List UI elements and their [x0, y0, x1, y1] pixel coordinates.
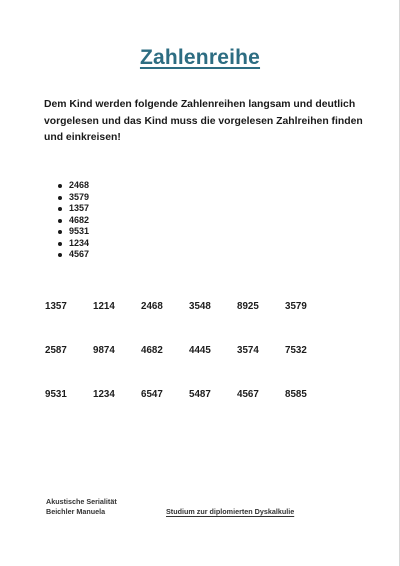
list-item: 4567	[58, 249, 89, 261]
list-item: 3579	[58, 192, 89, 204]
grid-number: 1234	[93, 389, 115, 400]
grid-number: 7532	[285, 345, 307, 356]
footer-author-block	[46, 497, 117, 516]
grid-number: 9531	[45, 389, 67, 400]
grid-number: 4567	[237, 389, 259, 400]
grid-number: 1357	[45, 301, 67, 312]
grid-number: 3579	[285, 301, 307, 312]
footer-author: Beichler Manuela	[46, 506, 106, 516]
grid-number: 5487	[189, 389, 211, 400]
grid-number: 4682	[141, 345, 163, 356]
grid-number: 2587	[45, 345, 67, 356]
page-title: Zahlenreihe	[139, 46, 261, 69]
list-item: 4682	[58, 215, 89, 227]
list-item: 1234	[58, 238, 89, 250]
grid-number: 3574	[237, 345, 259, 356]
grid-number: 3548	[189, 301, 211, 312]
grid-number: 6547	[141, 389, 163, 400]
grid-number: 1214	[93, 301, 115, 312]
target-sequence-list	[58, 180, 89, 261]
grid-number: 4445	[189, 345, 211, 356]
list-item: 9531	[58, 226, 89, 238]
number-grid-row-1	[0, 301, 400, 315]
list-item: 2468	[58, 180, 89, 192]
number-grid-row-2	[0, 345, 400, 359]
grid-number: 9874	[93, 345, 115, 356]
footer-subject: Akustische Serialität	[46, 497, 117, 506]
instruction-text: Dem Kind werden folgende Zahlenreihen langsam und deutlich vorgelesen und das Kind muss die vorgelesen Zahlreihen finden und einkreisen!	[44, 99, 363, 143]
footer-course: Studium zur diplomierten Dyskalkulie	[166, 507, 295, 516]
list-item: 1357	[58, 203, 89, 215]
grid-number: 2468	[141, 301, 163, 312]
grid-number: 8585	[285, 389, 307, 400]
grid-number: 8925	[237, 301, 259, 312]
number-grid-row-3	[0, 389, 400, 403]
